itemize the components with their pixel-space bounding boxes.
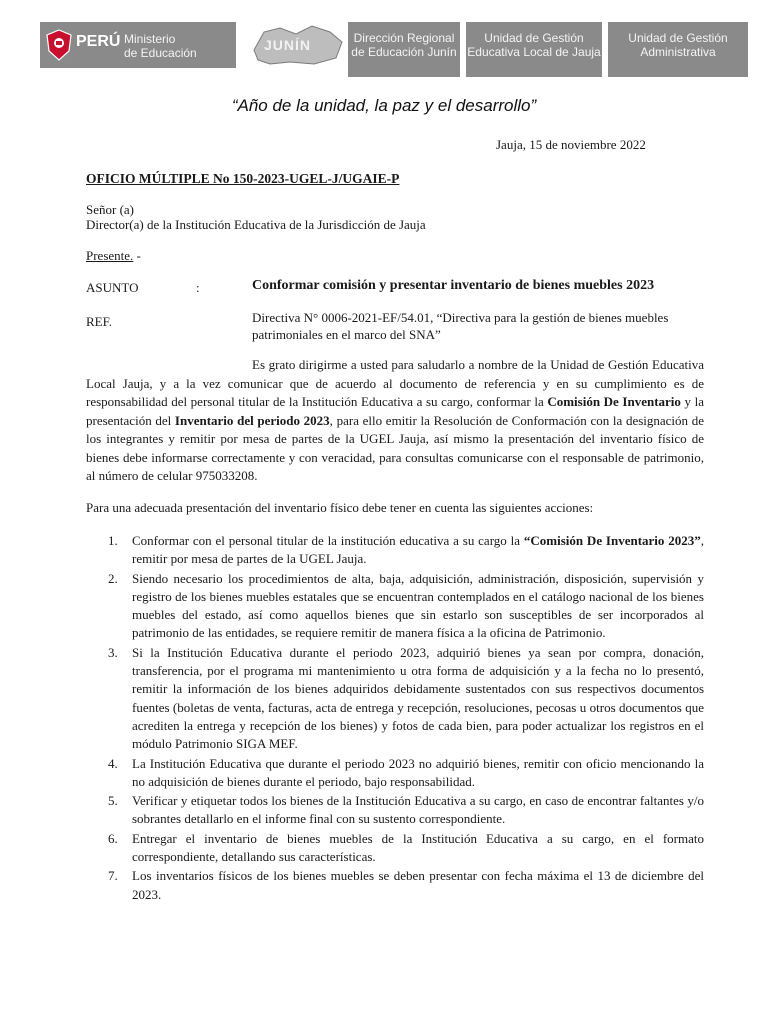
asunto-label: ASUNTO: [86, 280, 139, 295]
action-number: 1.: [108, 533, 118, 548]
ref-label: REF.: [86, 314, 113, 329]
action-text: Si la Institución Educativa durante el periodo 2023, adquirió bienes ya sean por compra, donación, transferencia, por el programa mi mantenimiento u otra forma de adquisición y a la fecha no lo presentó, remitir la información de los bienes adquiridos debidamente sustentados con sus respectivos documentos fuentes (boletas de venta, facturas, acta de entrega y recepción, resoluciones, pecosas u otros documentos que acrediten la entrega y recepción de los bienes) y fotos de cada bien, para poder actualizar los registros en el módulo Patrimonio SIGA MEF.: [132, 644, 704, 752]
action-text: Entregar el inventario de bienes muebles de la Institución Educativa a su cargo, en el formato correspondiente, detallando sus características.: [132, 830, 704, 865]
salutation: Señor (a): [86, 202, 135, 217]
p1-bold-inventario: Inventario del periodo 2023: [174, 412, 330, 428]
drej-block: [348, 22, 460, 77]
letterhead: [40, 22, 748, 68]
action-number: 2.: [108, 570, 118, 586]
drej-line2: de Educación Junín: [351, 45, 457, 59]
action-text: Siendo necesario los procedimientos de alta, baja, adquisición, administración, disposición, supervisión y registro de los bienes muebles estatales que se encuentran contemplados en el catálogo nacional de los bienes muebles del estado, así como aquellos bienes que sin estarlo son susceptibles de ser incorporados al patrimonio de las entidades, se requiere remitir de manera física a la oficina de Patrimonio.: [132, 570, 704, 641]
uga-block: [608, 22, 748, 77]
action-number: 3.: [108, 644, 118, 660]
action-number: 5.: [108, 793, 118, 809]
ref-text: Directiva N° 0006-2021-EF/54.01, “Directiva para la gestión de bienes muebles patrimoniales en el marco del SNA”: [252, 310, 669, 342]
asunto-text: Conformar comisión y presentar inventario de bienes muebles 2023: [252, 278, 655, 293]
action-number: 4.: [108, 755, 118, 771]
body-paragraph-2: Para una adecuada presentación del inventario físico debe tener en cuenta las siguientes acciones:: [86, 500, 594, 515]
ministry-block: [40, 22, 236, 68]
body-paragraph-1: [86, 356, 704, 486]
p1-text-c: y la presentación del: [86, 394, 705, 428]
action-item: [86, 792, 704, 829]
ugel-block: [466, 22, 602, 77]
ugel-line1: Unidad de Gestión: [484, 31, 584, 45]
year-motto: “Año de la unidad, la paz y el desarrollo”: [231, 96, 537, 115]
action-item: [86, 644, 704, 754]
action-number: 7.: [108, 868, 118, 884]
presente-text: Presente.: [86, 248, 134, 263]
actions-list: [86, 532, 704, 905]
asunto-colon: :: [196, 280, 200, 295]
p1-text-e: , para ello emitir la Resolución de Conformación con la designación de los integrantes y remitir por mesa de partes de la UGEL Jauja, así mismo la presentación del inventario físico de bienes debe informarse correctamente y con veracidad, para consultas comunicarse con el responsable de patrimonio, al número de celular 975033208.: [86, 412, 704, 483]
ministry-line2: de Educación: [124, 46, 197, 60]
action-text: Los inventarios físicos de los bienes muebles se deben presentar con fecha máxima el 13 de diciembre del 2023.: [132, 868, 704, 902]
p1-text-a: Es grato dirigirme a usted para saludarlo a nombre de la Unidad de Gestión Educativa Local Jauja, y a la vez comunicar que de acuerdo al documento de referencia y en su cumplimiento es de responsabilidad del personal titular de la Institución Educativa a su cargo, conformar la: [86, 357, 704, 409]
document-date: Jauja, 15 de noviembre 2022: [496, 137, 646, 152]
ugel-line2: Educativa Local de Jauja: [467, 45, 601, 59]
p1-bold-comision: Comisión De Inventario: [547, 394, 681, 409]
recipient-title: Director(a) de la Institución Educativa de la Jurisdicción de Jauja: [86, 217, 426, 232]
action-item: [86, 532, 704, 569]
action-item: [86, 570, 704, 643]
uga-line1: Unidad de Gestión: [628, 31, 728, 45]
drej-line1: Dirección Regional: [353, 31, 455, 45]
action-number: 6.: [108, 830, 118, 846]
action-item: [86, 830, 704, 867]
action-text: La Institución Educativa que durante el periodo 2023 no adquirió bienes, remitir con oficio mencionando la no adquisición de bienes durante el periodo, bajo responsabilidad.: [132, 755, 704, 789]
action-item: [86, 755, 704, 792]
action-bold: “Comisión De Inventario 2023”: [523, 533, 701, 548]
peru-shield-icon: [46, 29, 72, 61]
country-label: PERÚ: [76, 33, 121, 50]
action-text: Verificar y etiquetar todos los bienes de la Institución Educativa a su cargo, en caso de encontrar faltantes y/o sobrantes detallarlo en el informe final con su sustento correspondiente.: [132, 793, 704, 827]
junin-logo-text: JUNÍN: [264, 37, 312, 53]
ministry-line1: Ministerio: [124, 32, 176, 46]
presente: Presente. -: [86, 248, 141, 263]
action-text-end: , remitir por mesa de partes de la UGEL Jauja.: [132, 533, 705, 567]
oficio-number: OFICIO MÚLTIPLE No 150-2023-UGEL-J/UGAIE-P: [86, 171, 400, 186]
action-text: Conformar con el personal titular de la institución educativa a su cargo la: [132, 533, 524, 548]
action-item: [86, 867, 704, 904]
uga-line2: Administrativa: [640, 45, 716, 59]
